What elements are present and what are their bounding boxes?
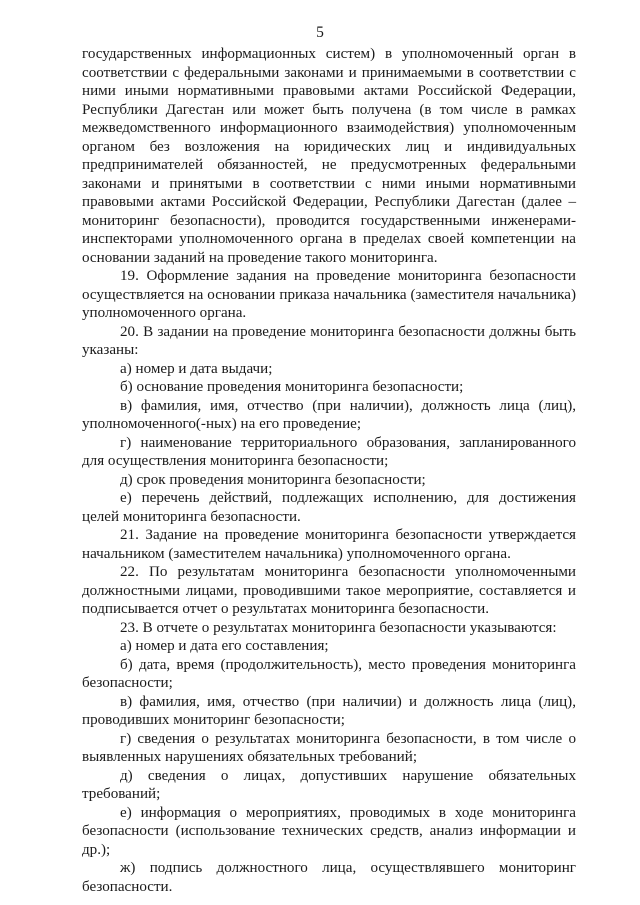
paragraph-continuation: государственных информационных систем) в уполномоченный орган в соответствии с федеральными законами и принимаемыми в соответствии с ними иными нормативными правовыми актами Российской Федерации, Республики Дагестан или может быть получена (в том числе в рамках межведомственного информационного взаимодействия) уполномоченным органом без возложения на юридических лиц и индивидуальных предпринимателей обязанностей, не предусмотренных федеральными законами и принятыми в соответствии с ними иными нормативными правовыми актами Российской Федерации, Республики Дагестан (далее – мониторинг безопасности), проводится государственными инженерами-инспекторами уполномоченного органа в пределах своей компетенции на основании заданий на проведение такого мониторинга. (82, 46, 576, 266)
paragraph-subitem-20e: е) перечень действий, подлежащих исполнению, для достижения целей мониторинга безопасности. (82, 490, 576, 525)
paragraph-subitem-20d: д) срок проведения мониторинга безопасности; (120, 471, 426, 488)
document-body (82, 45, 576, 896)
paragraph-item-23: 23. В отчете о результатах мониторинга безопасности указываются: (120, 619, 557, 636)
paragraph-subitem-20b: б) основание проведения мониторинга безопасности; (120, 379, 464, 395)
paragraph-subitem-20a: а) номер и дата выдачи; (120, 360, 273, 377)
paragraph-subitem-23d: д) сведения о лицах, допустивших нарушение обязательных требований; (82, 767, 576, 802)
page-number: 5 (316, 24, 324, 41)
paragraph-subitem-23v: в) фамилия, имя, отчество (при наличии) и должность лица (лиц), проводивших мониторинг безопасности; (82, 693, 576, 728)
paragraph-subitem-23g: г) сведения о результатах мониторинга безопасности, в том числе о выявленных нарушениях обязательных требований; (82, 730, 576, 765)
paragraph-subitem-23b: б) дата, время (продолжительность), место проведения мониторинга безопасности; (82, 656, 576, 691)
paragraph-subitem-23a: а) номер и дата его составления; (120, 638, 329, 654)
paragraph-subitem-23zh: ж) подпись должностного лица, осуществлявшего мониторинг безопасности. (82, 860, 576, 895)
paragraph-item-22: 22. По результатам мониторинга безопасности уполномоченными должностными лицами, проводившими такое мероприятие, составляется и подписывается отчет о результатах мониторинга безопасности. (82, 564, 576, 617)
paragraph-subitem-20v: в) фамилия, имя, отчество (при наличии), должность лица (лиц), уполномоченного(-ных) на его проведение; (82, 397, 576, 432)
paragraph-subitem-20g: г) наименование территориального образования, запланированного для осуществления мониторинга безопасности; (82, 434, 576, 469)
paragraph-item-21: 21. Задание на проведение мониторинга безопасности утверждается начальником (заместителем начальника) уполномоченного органа. (82, 527, 576, 562)
paragraph-subitem-23e: е) информация о мероприятиях, проводимых в ходе мониторинга безопасности (использование технических средств, анализ информации и др.); (82, 804, 576, 858)
paragraph-item-19: 19. Оформление задания на проведение мониторинга безопасности осуществляется на основании приказа начальника (заместителя начальника) уполномоченного органа. (82, 268, 576, 321)
paragraph-item-20: 20. В задании на проведение мониторинга безопасности должны быть указаны: (82, 323, 576, 358)
